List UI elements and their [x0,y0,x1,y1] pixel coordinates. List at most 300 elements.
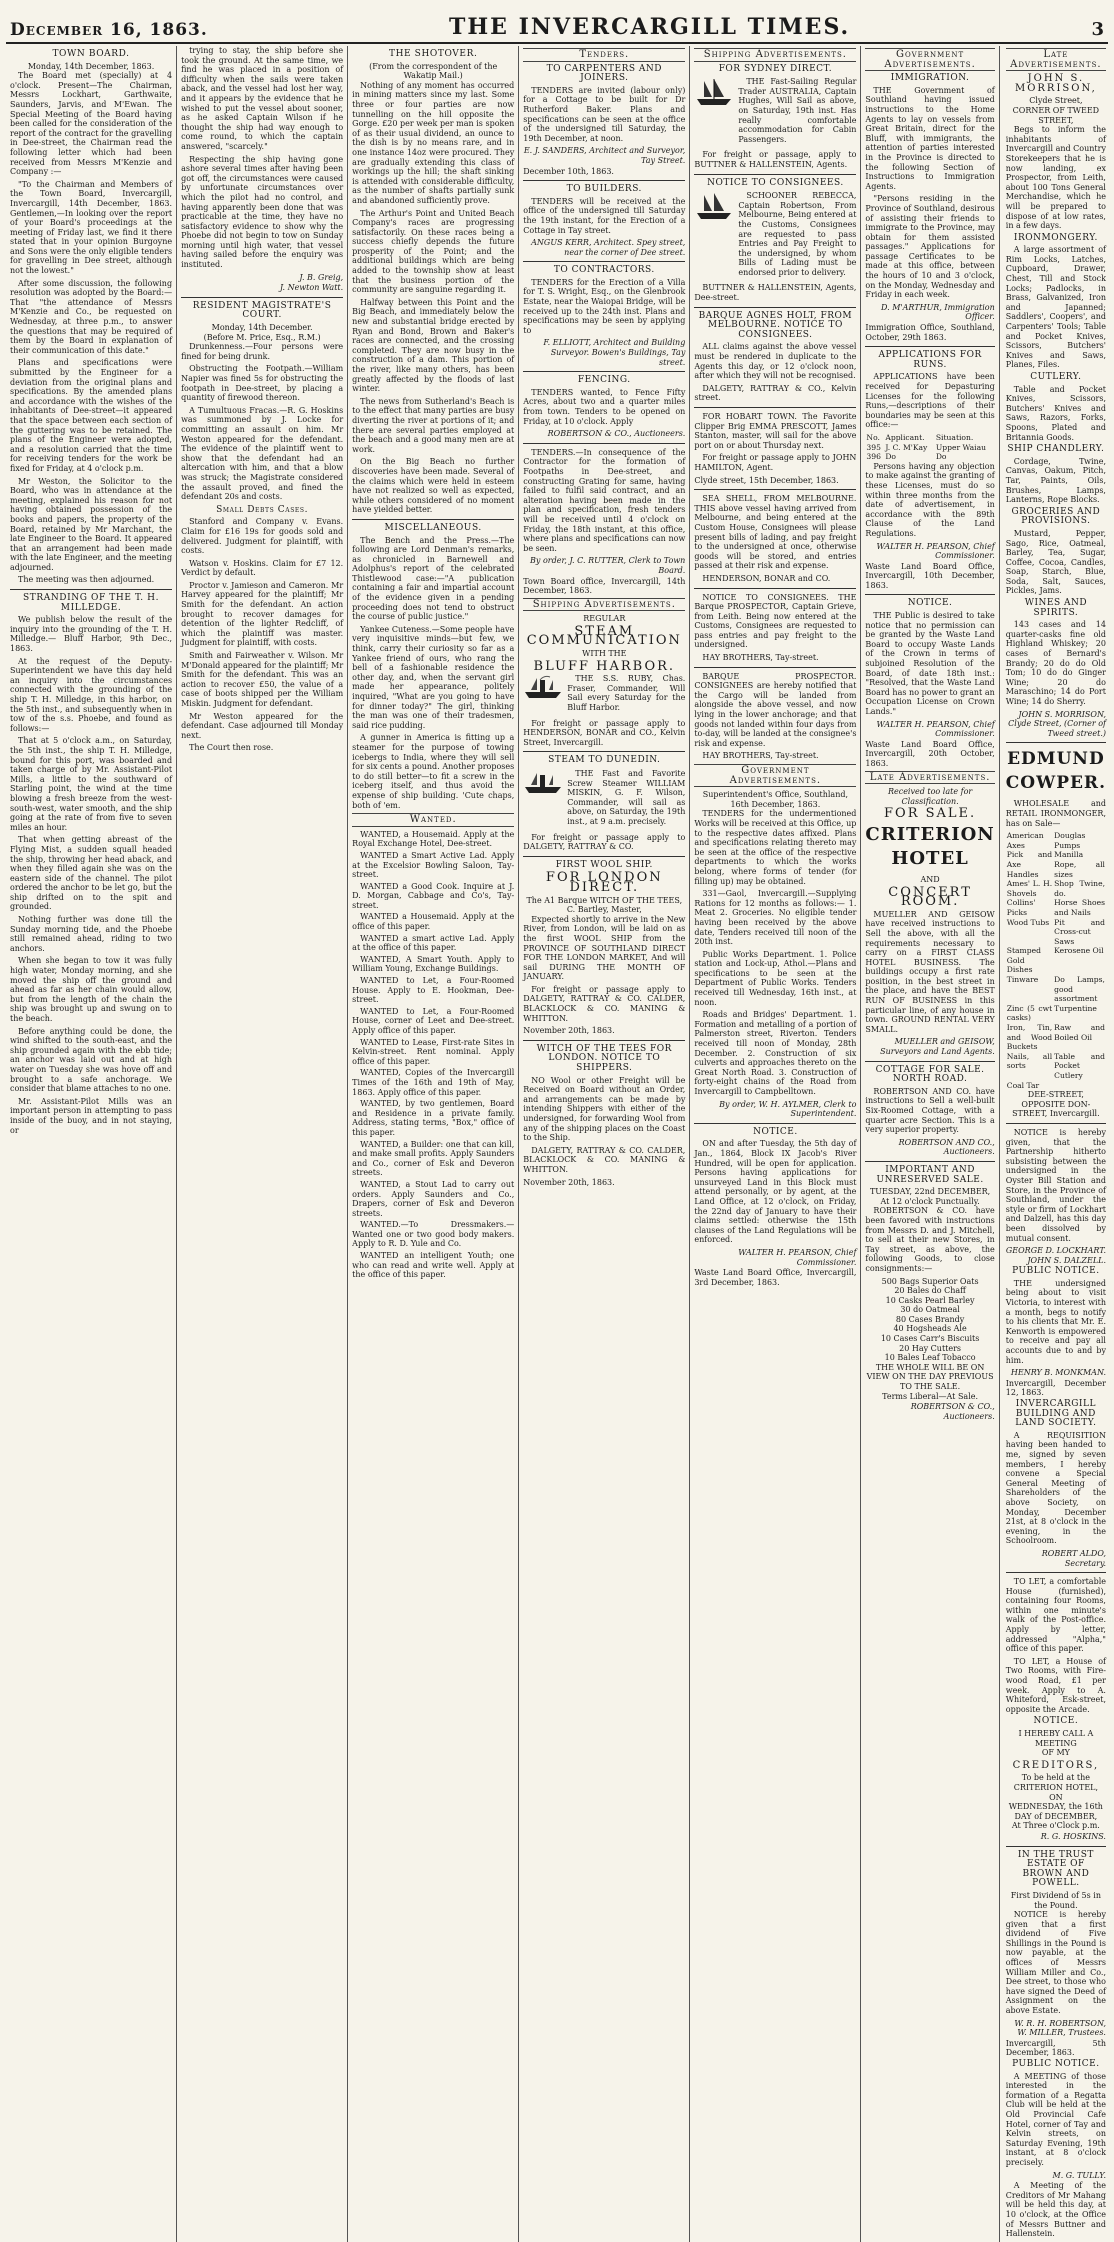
article-paragraph: Mr Weston appeared for the defendant. Case adjourned till Monday next. [181,711,344,740]
signature: F. ELLIOTT, Architect and Building Surveyor. Bowen's Buildings, Tay street. [543,338,686,367]
ad-body: WHOLESALE and RETAIL IRONMONGER, has on Sale— [1005,799,1106,828]
table-row [1006,1081,1106,1091]
notice-title: PUBLIC NOTICE. [1012,2059,1100,2069]
small-debts-heading: Small Debts Cases. [216,504,309,515]
ad-body: Cordage, Twine, Canvas, Oakum, Pitch, Tar, Paints, Oils, Brushes, Lamps, Lanterns, Rope Blocks. [1005,456,1106,505]
date-line: Invercargill, 5th December, 1863. [1005,2038,1106,2058]
ship-body: THE Fast and Favorite Screw Steamer WILLIAM MISKIN, G. F. Wilson, Commander, will sail as above, on Saturday, the 19th inst., at 9 a.m. precisely. [567,769,686,826]
signature: By order, J. C. RUTTER, Clerk to Town Board. [530,556,686,575]
ship-body: Expected shortly to arrive in the New River, from London, will be laid on as the first WOOL SHIP from the PROVINCE OF SOUTHLAND DIRECT FOR THE LONDON MARKET, And will sail DURING THE MONTH OF JANUARY. [523,914,686,982]
criterion-hotel-title: CRITERION HOTEL [865,823,995,869]
list-item: 10 Cases Carr's Biscuits [880,1334,980,1344]
office-line: Superintendent's Office, Southland, 16th December, 1863. [702,790,849,809]
table-cell: Upper Waiau [935,442,987,452]
article-paragraph: The news from Sutherland's Beach is to the effect that many parties are busy diverting the river at portions of it; and there are several parties employed at the beach and a good many men are at work. [352,396,515,454]
list-item: 20 Hay Cutters [899,1343,962,1353]
notice-body: NOTICE is hereby given that a first dividend of Five Shillings in the Pound is now payable, at the offices of Messrs William Miller and Co., Dee street, to those who have signed the Deed of Assignment on the above Estate. [1005,1910,1106,2016]
page-number: 3 [1091,19,1104,40]
govt-body: APPLICATIONS have been received for Depasturing Licenses for the following Runs,—descriptions of their boundaries may be seen at this office:— [865,372,995,430]
article-paragraph: The Arthur's Point and United Beach Company's races are progressing satisfactorily. On these races being a success chiefly depends the future prosperity of the Point; and the additional buildings which are being added to the township show at least that the business portion of the community are sanguine regarding it. [352,208,515,295]
article-paragraph: After some discussion, the following resolution was adopted by the Board:—That "the attendance of Messrs M'Kenzie and Co., be requested on Wednesday, at three p.m., to answer the questions that may be required of them by the Board in explanation of their communication of this date." [10,278,173,355]
date-line: December 10th, 1863. [523,166,614,176]
list-item: 80 Cases Brandy [895,1314,965,1324]
ship-title: STEAM TO DUNEDIN. [548,755,661,766]
signature: M. G. TULLY. [1052,2170,1106,2180]
town-board-heading: TOWN BOARD. [52,49,130,59]
date-line: Waste Land Board Office, Invercargill, 3rd December, 1863. [694,1268,857,1287]
steamship-icon [523,674,563,700]
meeting-line: ON [1049,1792,1063,1802]
agent-line: For freight or passage apply to HENDERSON, BONAR and CO., Kelvin Street, Invercargill. [523,718,686,747]
ship-ad [694,191,856,280]
address-line: DEE-STREET, OPPOSITE DON-STREET, Invercargill. [1012,1090,1100,1119]
table-row [1006,898,1106,917]
divider [352,519,514,520]
article-paragraph: The Board met (specially) at 4 o'clock. Present—The Chairman, Messrs Lockhart, Garthwaite, Saunders, Jarvis, and M'Ewan. The Special Meeting of the Board having been called for the consideration of the report of the contract for the gravelling in Dee-street, the Chairman read the following letter which had been received from Messrs M'Kenzie and Company :— [10,71,173,177]
runs-title: APPLICATIONS FOR RUNS. [878,350,982,370]
table-header [865,433,994,443]
article-paragraph: A Tumultuous Fracas.—R. G. Hoskins was summoned by J. Locke for committing an assault on him. Mr Weston appeared for the defendant. The evidence of the plaintiff went to show that the defendant had an altercation with him, and that a blow was struck; the Magistrate considered the assault proved, and fined the defendant 20s and costs. [181,405,344,502]
late-ads-heading: Late Advertisements. [1006,48,1106,71]
ship-body: THE Fast-Sailing Regular Trader AUSTRALIA, Captain Hughes, Will Sail as above, on Saturday, 19th inst. Has really comfortable accommodation for Cabin Passengers. [738,77,857,144]
london-direct-label: FOR LONDON DIRECT. [545,870,663,895]
immigration-title: IMMIGRATION. [890,73,970,84]
divider [523,443,685,444]
notice-title: IN THE TRUST ESTATE OF BROWN AND POWELL. [1017,1849,1094,1889]
ship-ad [694,77,856,147]
article-paragraph: The Bench and the Press.—The following are Lord Denman's remarks, as chronicled in Barnewell and Adolphus's report of the celebrated Thistlewood case:—"A publication containing a fair and impartial account of the evidence given in a pending proceeding does not tend to obstruct the course of public justice." [352,535,515,622]
tender-body: TENDERS.—In consequence of the Contractor for the formation of Footpaths in Dee-street, and constructing Grating for same, having failed to fulfil said contract, and an alteration having been made in the plan and specification, fresh tenders will be received until 4 o'clock on Friday, the 18th instant, at this office, where plans and specifications can now be seen. [523,447,686,553]
agent-line: For freight or passage apply to JOHN HAMILTON, Agent. [694,453,857,472]
case-paragraph: Stanford and Company v. Evans. Claim for £16 19s for goods sold and delivered. Judgment for plaintiff, with costs. [181,517,344,556]
tenders-heading: Tenders. [523,48,685,62]
article-paragraph: Nothing of any moment has occurred in mining matters since my last. Some three or four parties are now tunnelling on the hill opposite the Gorge. £20 per week per man is spoken of as their usual dividend, an ounce to the dish is by no means rare, and in one instance 14oz were procured. They are gradually extending this class of workings up the hill; the shaft sinking is attended with considerable difficulty, as the number of shafts partially sunk and abandoned sufficiently prove. [352,80,515,205]
date-line: Waste Land Board Office, Invercargill, 20th October, 1863. [865,739,995,768]
table-cell: Collins' Picks [1006,898,1036,917]
agent-line: For freight or passage, apply to BUTTNER & HALLENSTEIN, Agents. [694,150,857,169]
table-header-cell: Applicant. [885,432,925,442]
shipping-heading: Shipping Advertisements. [523,598,685,612]
article-paragraph: Mr. Assistant-Pilot Mills was an important person in attempting to pass inside of the buoy, and in not staying, or [10,1096,173,1135]
article-paragraph: The Court then rose. [189,743,274,753]
table-row [1006,946,1106,975]
meeting-line: I HEREBY CALL A MEETING [1018,1729,1094,1748]
divider [10,589,172,590]
column-6-left [865,46,999,2242]
notice-title: BARQUE AGNES HOLT, FROM MELBOURNE. NOTICE TO CONSIGNEES. [698,310,853,340]
category-title: GROCERIES AND PROVISIONS. [1011,506,1101,527]
dividend-line: First Dividend of 5s in the Pound. [1010,1890,1102,1910]
divider [865,1061,994,1062]
date-line: Clyde street, 15th December, 1863. [694,475,839,485]
morrison-name: JOHN S. MORRISON, [1014,73,1097,94]
table-cell: Coal Tar [1006,1080,1040,1090]
article-paragraph: Plans and specifications were submitted by the Engineer for a deviation from the original plans and specifications. By the amended plans and accordance with the wishes of the inhabitants of Dee-street—it appeared that the space between each section of the guttering was to be retained. The plans of the Engineer were adopted, and a resolution carried that the time for receiving tenders for the work be fixed for Friday, at 4 o'clock p.m. [10,358,173,473]
sale-date: TUESDAY, 22nd DECEMBER, At 12 o'clock Punctually. [869,1187,991,1206]
table-cell: 395 [866,442,881,452]
signature: ROBERTSON AND CO., Auctioneers. [898,1137,995,1157]
ad-body: 143 cases and 14 quarter-casks fine old Highland Whiskey; 20 cases of Bernard's Brandy; 20 do do Old Tom; 10 do do Ginger Wine; 20 do Maraschino; 14 do Port Wine; 14 do Sherry. [1005,620,1106,706]
table-cell: Iron, Tin, and Wood Buckets [1006,1023,1053,1052]
wanted-ad: WANTED, Copies of the Invercargill Times of the 16th and 19th of May, 1863. Apply office of this paper. [352,1068,515,1097]
newspaper-title: THE INVERCARGILL TIMES. [449,14,851,40]
wanted-ad: WANTED to Let, a Four-Roomed House. Apply to E. Hookman, Dee-street. [352,976,515,1005]
issue-date: December 16, 1863. [10,20,208,40]
category-title: WINES AND SPIRITS. [1024,598,1088,618]
columns [6,46,1108,2239]
notice-title: PUBLIC NOTICE. [1012,1266,1100,1277]
wanted-ad: WANTED to Lease, First-rate Sites in Kelvin-street. Rent nominal. Apply office of this paper. [352,1037,515,1066]
divider [865,1161,994,1162]
shotover-heading: THE SHOTOVER. [389,49,478,59]
article-paragraph: Obstructing the Footpath.—William Napier was fined 5s for obstructing the footpath in Dee-street, by placing a quantity of firewood thereon. [181,364,344,403]
table-header-cell: Situation. [935,432,974,442]
table-cell: Table and Pocket Cutlery [1054,1051,1105,1080]
with-the-label: WITH THE [582,649,627,659]
article-paragraph: Before anything could be done, the wind shifted to the south-east, and the ship grounded again with the ebb tide; an anchor was laid out and at high water on Tuesday she was hove off and brought to a safe anchorage. We consider that blame attaches to no one. [10,1026,173,1094]
stranding-heading: STRANDING OF THE T. H. MILLEDGE. [22,593,160,613]
agent-line: HAY BROTHERS, Tay-street. [702,653,819,663]
divider [1006,1846,1106,1847]
concert-room-label: CONCERT ROOM. [888,884,972,910]
tender-body: TENDERS for the Erection of a Villa for T. S. Wright, Esq., on the Glenbrook Estate, near the Waiopai Bridge, will be received up to the 24th inst. Plans and specifications may be seen by applying to [523,277,686,335]
sale-title: IMPORTANT AND UNRESERVED SALE. [876,1164,984,1185]
case-paragraph: Proctor v. Jamieson and Cameron. Mr Harvey appeared for the plaintiff; Mr Smith for the defendant. An action brought to recover damages for detention of the lighter Redcliff, of which the plaintiff was master. Judgment for plaintiff, with costs. [181,580,344,648]
wanted-ad: WANTED a smart active Lad. Apply at the office of this paper. [352,933,515,953]
ship-body: BARQUE PROSPECTOR. CONSIGNEES are hereby notified that the Cargo will be landed from alongside the above vessel, and now lying in the lower anchorage; and that goods not landed within four days from to-day, will be landed at the consignee's risk and expense. [694,671,857,748]
ship-body: THE S.S. RUBY, Chas. Fraser, Commander, Will Sail every Saturday for the Bluff Harbor. [567,674,686,713]
table-cell: Zinc (5 cwt casks) [1006,1003,1053,1023]
notice-body: THE undersigned being about to visit Victoria, to interest with a month, begs to notify to his clients that Mr. E. Kenworth is empowered to receive and pay all accounts due to and by him. [1005,1278,1106,1365]
signature: WALTER H. PEARSON, Chief Commissioner. [876,541,995,561]
column-4 [519,46,690,2242]
agent-line: For freight or passage apply to DALGETY, RATTRAY & CO. CALDER, BLACKLOCK & CO. MANING & WHITTON. [523,984,686,1023]
list-item: 500 Bags Superior Oats [881,1276,979,1286]
terms-line: Terms Liberal—At Sale. [882,1391,979,1401]
table-cell: Wood Tubs [1006,917,1050,927]
table-cell: Tinware [1006,975,1039,985]
ship-title: WITCH OF THE TEES FOR LONDON. NOTICE TO SHIPPERS. [536,1043,672,1074]
article-paragraph: Drunkenness.—Four persons were fined for being drunk. [181,342,344,361]
column-3 [348,46,519,2242]
article-paragraph: The meeting was then adjourned. [18,575,155,585]
address-line: Clyde Street, [1029,96,1083,106]
govt-body: Public Works Department. 1. Police station and Lock-up, Athol.—Plans and specifications to be seen at the Department of Public Works. Tenders received till Wednesday, 16th inst., at noon. [694,949,857,1007]
ad-body: MUELLER AND GEISOW have received instructions to Sell the above, with all the requirements necessary to carry on a FIRST CLASS HOTEL BUSINESS. The buildings occupy a first rate position, in the best street in the place, and have the BEST RUN OF BUSINESS in this particular line, of any house in town. GROUND RENTAL VERY SMALL. [865,909,995,1034]
ad-body: Begs to inform the inhabitants of Invercargill and Country Storekeepers that he is now landing, ex Prospector, from Leith, about 100 Tons General Merchandise, which he will be prepared to dispose of at low rates, in a few days. [1005,125,1106,231]
notice-body: THE Public is desired to take notice that no permission can be granted by the Waste Land Board to occupy Waste Lands of the Crown in terms of subjoined Resolution of the Board, of date 18th inst.: "Resolved, that the Waste Land Board has no power to grant an Occupation License on Crown Lands." [865,611,995,716]
date-line: November 20th, 1863. [523,1026,615,1036]
signature: J. B. Greig, [299,272,344,282]
column-2 [177,46,348,2242]
cowper-goods-table [1006,831,1106,1090]
divider [523,1040,685,1041]
sailing-ship-icon [694,191,734,221]
divider [694,407,856,408]
table-cell: 396 [866,452,881,462]
table-cell: Douglas Pumps [1054,831,1086,850]
signature: W. R. H. ROBERTSON, W. MILLER, Trustees. [1014,2018,1106,2038]
table-cell: Do [935,452,947,462]
table-row [1006,918,1106,947]
article-paragraph: trying to stay, the ship before she took the ground. At the same time, we find he was placed in a position of difficulty when the sails were taken aback, and the vessel had lost her way, and it appears by the evidence that he wished to put the vessel about sooner, as he asked Captain Wilson if he thought the ship had way enough to come round, to which the captain answered, "scarcely." [181,46,344,151]
divider [523,180,685,181]
ad-body: TO LET, a House of Two Rooms, with Fire-wood Road, £1 per week. Apply to A. Whiteford, Esk-street, opposite the Arcade. [1005,1656,1106,1714]
divider [694,1123,856,1124]
divider [523,751,685,752]
ship-body: SCHOONER REBECCA, Captain Robertson, From Melbourne, Being entered at the Customs, Consignees are requested to pass Entries and Pay Freight to the undersigned, by whom Bills of Lading must be endorsed prior to delivery. [738,191,857,277]
ship-ad [523,674,685,715]
notice-title: NOTICE. [753,1126,798,1137]
divider [865,346,994,347]
dateline: Monday, 14th December. [211,323,313,333]
divider [1006,1572,1106,1573]
signature: J. Newton Watt. [279,283,344,293]
regular-label: REGULAR [583,614,626,624]
divider [694,489,856,490]
ship-name: The A1 Barque WITCH OF THE TEES, [526,895,683,905]
address-line: CORNER OF TWEED STREET, [1012,105,1100,125]
masthead [6,6,1108,44]
article-paragraph: On the Big Beach no further discoveries have been made. Several of the claims which were held in esteem have not realized so well as expected, while others considered of no moment have yielded better. [352,457,515,515]
list-item: 20 Bales do Chaff [894,1286,966,1296]
column-5 [690,46,861,2242]
government-heading: Government Advertisements. [865,48,994,71]
meeting-line: To be held at the [1021,1773,1090,1783]
wanted-heading: Wanted. [352,813,514,827]
divider [523,261,685,262]
govt-body: THE Government of Southland having issued instructions to the Home Agents to lay on vessels from Great Britain, direct for the Bluff, with immigrants, the attention of parties interested in the Province is directed to the following Section of Instructions to Immigration Agents. [865,85,995,191]
wanted-ad: WANTED.—To Dressmakers.—Wanted one or two good body makers. Apply to R. D. Yule and Co. [352,1220,515,1249]
table-cell: Stamped Gold Dishes [1006,946,1041,975]
meeting-line: CRITERION HOTEL, [1013,1782,1099,1792]
ad-body: Table and Pocket Knives, Scissors, Butchers' Knives and Saws, Razors, Forks, Spoons, Plated and Britannia Goods. [1005,384,1106,442]
article-paragraph: A gunner in America is fitting up a steamer for the purpose of towing icebergs to India, where they will sell for six cents a pound. Another proposes to do still better—to fit a screw in the iceberg itself, and thus avoid the expense of ship building. 'Cute chaps, both of 'em. [352,733,515,810]
table-row [1006,831,1106,850]
ad-body: Mustard, Pepper, Sago, Rice, Oatmeal, Barley, Tea, Sugar, Coffee, Cocoa, Candles, Soap, Starch, Blue, Soda, Salt, Sauces, Pickles, Jams. [1005,528,1106,596]
agent-line: BUTTNER & HALLENSTEIN, Agents, Dee-street. [694,283,857,303]
article-paragraph: Nothing further was done till the Sunday morning tide, and the Phoebe still remained ahead, riding to two anchors. [10,915,173,953]
signature: WALTER H. PEARSON, Chief Commissioner. [876,719,995,739]
tender-title: TO CARPENTERS AND JOINERS. [546,63,662,84]
divider [865,594,994,595]
wanted-ad: WANTED a Housemaid. Apply at the office of this paper. [352,912,515,932]
table-row [1006,1023,1106,1052]
cottage-title: COTTAGE FOR SALE. NORTH ROAD. [875,1064,985,1085]
table-cell: Raw and Boiled Oil [1054,1023,1105,1042]
table-cell: J. C. M'Kay [885,442,928,452]
tender-title: TO CONTRACTORS. [553,265,655,276]
divider [694,667,856,668]
date-line: Town Board office, Invercargill, 14th December, 1863. [523,576,686,596]
table-cell [1053,1081,1106,1091]
signature: ROBERTSON & CO., Auctioneers. [547,429,686,439]
steamship-icon [523,769,563,795]
wanted-ad: WANTED, a Builder: one that can kill, and make small profits. Apply Saunders and Co., corner of Esk and Deveron streets. [352,1139,515,1178]
article-paragraph: We publish below the result of the inquiry into the grounding of the T. H. Milledge.— Bluff Harbor, 9th Dec., 1863. [10,615,173,654]
before-line: (Before M. Price, Esq., R.M.) [203,332,321,342]
table-cell: Nails, all sorts [1006,1051,1053,1071]
agent-line: HENDERSON, BONAR and CO. [702,573,831,583]
date-line: Waste Land Board Office, Invercargill, 10th December, 1863. [865,561,995,590]
signature: WALTER H. PEARSON, Chief Commissioner. [738,1247,857,1267]
date-line: Invercargill, December 12, 1863. [1005,1378,1106,1398]
table-header-cell: No. [866,432,880,442]
government-heading: Government Advertisements. [694,764,856,787]
late-ads-heading: Late Advertisements. [865,771,994,785]
signature: GEORGE D. LOCKHART. JOHN S. DALZELL. [1005,1246,1106,1265]
category-title: IRONMONGERY. [1013,232,1098,243]
ad-body: TO LET, a comfortable House (furnished), containing four Rooms, within one minute's walk of the Post-office. Apply by letter, addressed "Alpha," office of this paper. [1005,1577,1106,1654]
case-paragraph: Smith and Fairweather v. Wilson. Mr M'Donald appeared for the plaintiff; Mr Smith for the defendant. This was an action to recover £50, the value of a case of boots shipped per the William Miskin. Judgment for defendant. [181,651,344,708]
column-6 [861,46,1108,2242]
wanted-ad: WANTED a Smart Active Lad. Apply at the Excelsior Bowling Saloon, Tay-street. [352,850,515,880]
signature: MUELLER and GEISOW, Surveyors and Land Agents. [880,1037,995,1057]
notice-body: A REQUISITION having been handed to me, signed by seven members, I hereby convene a Special General Meeting of Shareholders of the above Society, on Monday, December 21st, at 8 o'clock in the evening, in the Schoolroom. [1005,1430,1106,1546]
govt-body: "Persons residing in the Province of Southland, desirous of assisting their friends to immigrate to the Province, may obtain for them assisted passages." Applications for passage Certificates to be made at this office, between the hours of 10 and 3 o'clock, on the Monday, Wednesday and Friday in each week. [865,194,995,300]
ad-body: ROBERTSON AND CO. have instructions to Sell a well-built Six-Roomed Cottage, with a quarter acre Section. This is a very superior property. [865,1086,995,1135]
list-item: 10 Bales Leaf Tobacco [884,1353,976,1363]
dateline: Monday, 14th December, 1863. [27,61,155,71]
govt-body: TENDERS for the undermentioned Works will be received at this Office, up to the respective dates affixed. Plans and specifications relating thereto may be seen at the office of the respective departments to which the works belong, where forms of tender (for filling up) may be obtained. [694,809,857,886]
meeting-line: WEDNESDAY, the 16th DAY of DECEMBER, [1008,1802,1103,1821]
article-paragraph: "To the Chairman and Members of the Town Board, Invercargill, Invercargill, 14th December, 1863. Gentlemen,—In looking over the report of your Board's proceedings at the meeting of Friday last, we find it there stated that in your opinion Burgoyne and Sons were the only eligible tenders for gravelling in Dee street, although not the lowest." [10,179,173,276]
signature: R. G. HOSKINS. [1040,1831,1106,1841]
list-item: 10 Casks Pearl Barley [885,1295,975,1305]
article-paragraph: That at 5 o'clock a.m., on Saturday, the 5th inst., the ship T. H. Milledge, bound for this port, was boarded and taken charge of by Mr. Assistant-Pilot Mills, a little to the southward of Starling point, the wind at the time blowing a fresh breeze from the west-south-west, water smooth, and the ship going at the rate of from five to seven miles an hour. [10,736,173,832]
notice-body: NOTICE is hereby given, that the Partnership hitherto subsisting between the undersigned in the Oyster Bill Station and Store, in the Province of Southland, under the style or firm of Lockhart and Dalzell, has this day been dissolved by mutual consent. [1005,1127,1106,1243]
tender-title: TO BUILDERS. [566,184,642,195]
wanted-ad: WANTED a Good Cook. Inquire at J. D. Morgan, Cabbage and Co's, Tay-street. [352,881,515,910]
steam-communication-label: STEAM COMMUNICATION [526,623,682,649]
wanted-ad: WANTED, a Housemaid. Apply at the Royal Exchange Hotel, Dee-street. [352,829,515,849]
date-line: Immigration Office, Southland, October, 29th 1863. [865,323,995,342]
and-label: AND [920,874,940,884]
category-title: SHIP CHANDLERY. [1007,444,1105,455]
table-cell: Shop Twine, do. [1054,879,1105,898]
govt-body: 331—Gaol, Invercargill.—Supplying Rations for 12 months as follows:— 1. Meat 2. Groceries. No eligible tender having been received by the above date, Tenders received till noon of the 20th inst. [694,889,857,947]
notice-body: A MEETING of those interested in the formation of a Regatta Club will be held at the Old Provincial Cafe Hotel, corner of Tay and Kelvin streets, on Saturday Evening, 19th instant, at 8 o'clock precisely. [1005,2071,1106,2167]
govt-body: Persons having any objection to make against the granting of these Licenses, must do so within three months from the date of advertisement, in accordance with the 89th Clause of the Land Regulations. [865,461,995,538]
wanted-ad: WANTED, a Stout Lad to carry out orders. Apply Saunders and Co., Drapers, corner of Esk and Deveron streets. [352,1179,515,1218]
divider [694,588,856,589]
divider [694,307,856,308]
list-item: 30 do Oatmeal [900,1305,960,1315]
table-row [1006,1052,1106,1081]
divider [523,856,685,857]
notice-title: NOTICE. [907,598,953,609]
table-row [1006,975,1106,1004]
category-title: CUTLERY. [1030,372,1082,382]
runs-table [865,433,994,462]
miscellaneous-heading: MISCELLANEOUS. [384,522,482,533]
view-note: THE WHOLE WILL BE ON VIEW ON THE DAY PREVIOUS TO THE SALE. [866,1362,994,1392]
ship-body: ALL claims against the above vessel must be rendered in duplicate to the Agents this day, or 12 o'clock noon, after which they will not be recognised. [694,342,857,381]
agent-line: DALGETY, RATTRAY & CO. CALDER, BLACKLOCK & CO. MANING & WHITTON. [523,1145,686,1174]
table-cell: Pick and Axe Handles [1006,850,1053,879]
table-cell: American Axes [1006,831,1044,850]
govt-body: Roads and Bridges' Department. 1. Formation and metalling of a portion of Palmerston street, Riverton. Tenders received till noon of Monday, 28th December. 2. Construction of six culverts and approaches thereto on the Great North Road. 3. Construction of forty-eight chains of the Road from Invercargill to Campbelltown. [694,1010,857,1096]
source-line: (From the correspondent of the Wakatip Mail.) [369,61,498,81]
wanted-ad: WANTED, by two gentlemen, Board and Residence in a private family. Address, stating terms, "Box," office of this paper. [352,1099,515,1137]
meeting-line: At Three o'Clock p.m. [1011,1821,1100,1831]
signature: JOHN S. MORRISON, Clyde Street, (Corner of Tweed street.) [1008,709,1106,738]
ship-body: SEA SHELL, FROM MELBOURNE. THIS above vessel having arrived from Melbourne, and being entered at the Custom House, Consignees will please present bills of lading, and pay freight to the undersigned at once, otherwise goods will be stored, and entries passed at their risk and expense. [694,494,857,571]
tender-title: FENCING. [577,375,631,386]
divider [523,371,685,372]
too-late-note: Received too late for Classification. [887,787,973,806]
list-item: 40 Hogsheads Ale [893,1324,967,1334]
table-cell: Horse Shoes and Nails [1054,898,1105,917]
table-cell: Turpentine [1054,1003,1097,1013]
wanted-ad: WANTED, A Smart Youth. Apply to William Young, Exchange Buildings. [352,954,515,974]
notice-body: ON and after Tuesday, the 5th day of Jan., 1864, Block IX Jacob's River Hundred, will be open for application. Persons having applications for unsurveyed Land in this Block must attend personally, or by agent, at the Land Office, at 12 o'clock, on Friday, the 22nd day of January to have their claims settled: otherwise the 15th clauses of the Land Regulations will be enforced. [694,1139,857,1245]
article-paragraph: Yankee Cuteness.—Some people have very inquisitive minds—but few, we think, carry their curiosity so far as a Yankee friend of ours, who rang the bell of a fashionable residence the other day, and, when the servant girl made her appearance, politely inquired, "What are you going to have for dinner today?" The girl, thinking the man was one of their tradesmen, said rice pudding. [352,624,515,730]
date-line: November 20th, 1863. [523,1177,615,1187]
cowper-title: EDMUND COWPER. [1005,749,1106,794]
ship-body: NO Wool or other Freight will be Received on Board without an Order, and arrangements can be made by intending Shippers with either of the undersigned, for forwarding Wool from any of the shipping places on the Coast to the Ship. [523,1075,686,1143]
article-paragraph: At the request of the Deputy-Superintendent we have this day held an inquiry into the circumstances connected with the grounding of the ship T. H. Milledge, in this harbor, on the 5th inst., and subsequently when in tow of the s.s. Phoebe, and found as follows:— [10,656,173,733]
tender-body: TENDERS wanted, to Fence Fifty Acres, about two and a quarter miles from town. Tenders to be opened on Friday, at 10 o'clock. Apply [523,387,686,426]
table-cell: Manilla Rope, all sizes [1054,850,1105,879]
signature: D. M'ARTHUR, Immigration Officer. [880,302,995,322]
ad-body: ROBERTSON & CO. have been favored with instructions from Messrs D. and J. Mitchell, to sell at their new Stores, in Tay street, as above, the following Goods, to close consignments:— [865,1206,995,1273]
signature: ROBERT ALDO, Secretary. [1041,1548,1106,1568]
ship-title: FIRST WOOL SHIP. [555,859,653,870]
divider [1006,1123,1106,1124]
divider [181,297,343,298]
signature: By order, W. H. AYLMER, Clerk to Superintendent. [719,1099,857,1119]
divider [694,174,856,175]
signature: E. J. SANDERS, Architect and Surveyor, Tay Street. [523,146,686,165]
article-paragraph: That when getting abreast of the Flying Mist, a sudden squall headed the ship, throwing her head aback, and when they filled again she was on the eastern side of the channel. The pilot ordered the anchor to be let go, but the ship drifted on to the spit and grounded. [10,835,173,912]
article-paragraph: Halfway between this Point and the Big Beach, and immediately below the new and substantial bridge erected by Ryan and Bond, Brown and Baker's races are connected, and the crossing completed. They are now busy in the construction of a dam. This portion of the river, like many others, has been greatly affected by the floods of last winter. [352,297,515,394]
table-row [865,443,994,453]
notice-body: A Meeting of the Creditors of Mr Mahang will be held this day, at 10 o'clock, at the Office of Messrs Buttner and Hallenstein. [1005,2181,1106,2239]
table-cell: Ames' L. H. Shovels [1006,879,1053,898]
tender-body: TENDERS are invited (labour only) for a Cottage to be built for Dr Rutherford Baker. Plans and specifications can be seen at the office of the undersigned till Saturday, the 19th December, at noon. [523,85,686,143]
column-6-right [1006,46,1108,2242]
ship-ad [523,769,685,830]
table-row [1006,879,1106,898]
ship-body: FOR HOBART TOWN. The Favorite Clipper Brig EMMA PRESCOTT, James Stanton, master, will sail for the above port on or about Thursday next. [694,412,857,450]
column-1 [6,46,177,2242]
article-paragraph: When she began to tow it was fully high water, Monday morning, and she moved the ship off the ground and ahead as far as her chain would allow, but from the length of the chain the ship was brought up and swung on to the beach. [10,956,173,1023]
case-paragraph: Watson v. Hoskins. Claim for £7 12. Verdict by default. [181,558,344,578]
agent-line: HAY BROTHERS, Tay-street. [702,751,819,761]
table-row [1006,850,1106,879]
notice-title: NOTICE. [1033,1716,1079,1727]
creditors-label: CREDITORS, [1012,1759,1100,1771]
meeting-line: OF MY [1041,1748,1070,1758]
wanted-ad: WANTED to Let, a Four-Roomed House, corner of Leet and Dee-street. Apply office of this paper. [352,1006,515,1035]
bluff-harbor-label: BLUFF HARBOR. [533,658,676,674]
tender-body: TENDERS will be received at the office of the undersigned till Saturday the 19th instant, for the Erection of a Cottage in Tay street. [523,196,686,235]
table-cell: Pit and Cross-cut Saws [1054,917,1105,946]
ship-master: C. Bartley, Master, [566,905,642,915]
ship-title: FOR SYDNEY DIRECT. [718,63,833,74]
rm-court-heading: RESIDENT MAGISTRATE'S COURT. [192,300,332,321]
signature: ANGUS KERR, Architect. Spey street, near the corner of Dee street. [531,238,686,257]
ad-body: A large assortment of Rim Locks, Latches, Cupboard, Drawer, Chest, Till and Stock Locks; Padlocks, in Brass, Galvanized, Iron and Japanned; Saddlers', Coopers', and Carpenters' Tools; Table and Pocket Knives, Scissors, Butchers' Knives and Saws, Planes, Files. [1005,245,1106,370]
for-sale-label: FOR SALE. [884,806,977,822]
wanted-ad: WANTED an intelligent Youth; one who can read and write well. Apply at the office of this paper. [352,1251,515,1280]
notice-title: INVERCARGILL BUILDING AND LAND SOCIETY. [1015,1399,1097,1429]
sailing-ship-icon [694,77,734,107]
signature: ROBERTSON & CO., Auctioneers. [910,1402,995,1421]
ship-body: NOTICE TO CONSIGNEES. THE Barque PROSPECTOR, Captain Grieve, from Leith. Being now entered at the Customs, Consignees are requested to pass entries and pay freight to the undersigned. [694,592,857,650]
signature: HENRY B. MONKMAN. [1010,1368,1106,1378]
